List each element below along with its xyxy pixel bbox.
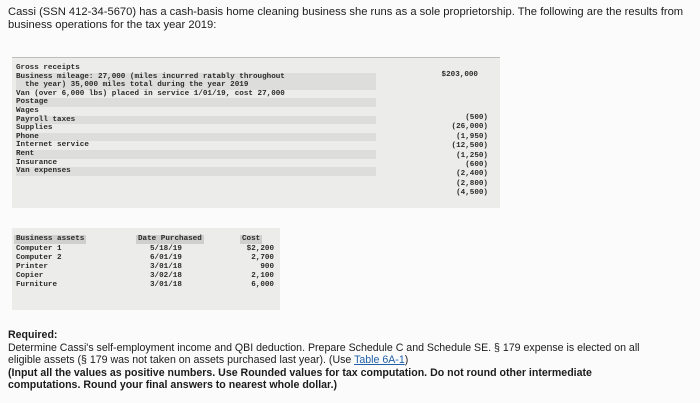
asset-name: Furniture: [16, 281, 58, 289]
intro-line-1: Cassi (SSN 412-34-5670) has a cash-basis home cleaning business she runs as a sole proprietorship. The following are the results from: [8, 6, 684, 18]
asset-cost: 6,000: [251, 281, 274, 289]
assets-cost-column: [247, 245, 274, 290]
required-line-2-text: eligible assets (§ 179 was not taken on assets purchased last year). (Use: [8, 354, 355, 367]
asset-date: 3/01/18: [150, 281, 182, 289]
op-line: Van expenses: [16, 167, 376, 176]
assets-header-name: Business assets: [16, 235, 85, 243]
expense-value: (600): [465, 160, 488, 169]
table-6a-1-link[interactable]: Table 6A-1: [354, 354, 405, 367]
required-line-1: Determine Cassi's self-employment income and QBI deduction. Prepare Schedule C and Schedule SE. § 179 expense is elected on all: [8, 341, 640, 354]
op-line: Gross receipts: [16, 64, 80, 72]
expense-value: (4,500): [456, 189, 488, 198]
op-line: the year) 35,000 miles total during the year 2019: [16, 81, 376, 90]
business-assets-table: [12, 228, 280, 310]
asset-cost: 2,700: [251, 254, 274, 262]
op-line: Internet service: [16, 141, 89, 150]
expense-value: (12,500): [451, 142, 488, 151]
asset-date: 3/02/18: [150, 272, 182, 280]
op-line: Van (over 6,000 lbs) placed in service 1/01/19, cost 27,000: [16, 89, 285, 98]
gross-receipts-value: $203,000: [441, 71, 478, 79]
op-line: Postage: [16, 98, 376, 107]
assets-name-column: [16, 245, 62, 290]
assets-header-cost: Cost: [242, 235, 261, 243]
op-line: Business mileage: 27,000 (miles incurred ratably throughout: [16, 73, 376, 82]
required-section: [8, 329, 698, 392]
asset-cost: 900: [260, 263, 274, 271]
op-line: Supplies: [16, 124, 53, 133]
expense-value: (1,250): [456, 151, 488, 160]
asset-date: 3/01/18: [150, 263, 182, 271]
business-operations-table: [12, 57, 500, 208]
intro-line-2: business operations for the tax year 2019:: [8, 19, 217, 31]
required-instructions-2: computations. Round your final answers to nearest whole dollar.): [8, 379, 338, 392]
asset-name: Printer: [16, 263, 48, 271]
op-line: Wages: [16, 106, 39, 115]
expense-value: (500): [465, 114, 488, 122]
asset-cost: $2,200: [246, 245, 274, 253]
asset-name: Copier: [16, 272, 44, 280]
required-title: Required:: [8, 329, 58, 341]
op-line: Rent: [16, 150, 376, 159]
asset-name: Computer 2: [16, 254, 62, 262]
expense-value: (1,950): [456, 132, 488, 141]
asset-date: 6/01/19: [150, 254, 182, 262]
operations-labels: [16, 64, 376, 176]
required-line-2: [8, 354, 698, 367]
expense-value: (2,800): [456, 179, 488, 188]
assets-date-column: [150, 245, 182, 290]
expense-value: (26,000): [451, 123, 488, 132]
expense-values: [452, 114, 488, 199]
op-line: Phone: [16, 133, 376, 142]
problem-intro: [8, 6, 698, 32]
asset-date: 5/18/19: [150, 245, 182, 253]
asset-cost: 2,100: [251, 272, 274, 280]
expense-value: (2,400): [456, 170, 488, 179]
required-line-2-end: ): [404, 354, 409, 367]
op-line: Insurance: [16, 158, 58, 167]
assets-header-date: Date Purchased: [138, 235, 202, 243]
asset-name: Computer 1: [16, 245, 62, 253]
op-line: Payroll taxes: [16, 116, 376, 125]
required-instructions-1: (Input all the values as positive numbers. Use Rounded values for tax computation. Do not round other intermediate: [8, 366, 592, 379]
